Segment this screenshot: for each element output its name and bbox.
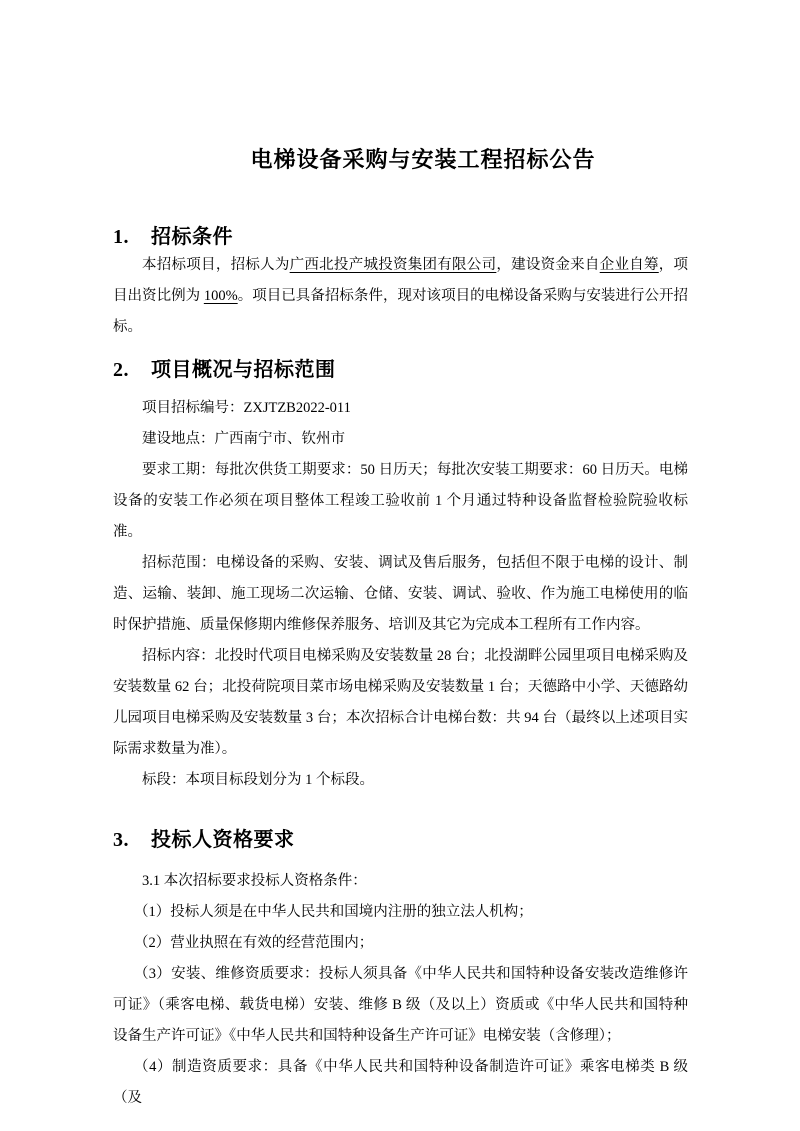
section-3-body: [113, 866, 688, 1114]
paragraph-bid-content: 招标内容：北投时代项目电梯采购及安装数量 28 台；北投湖畔公园里项目电梯采购及安装数量 62 台；北投荷院项目菜市场电梯采购及安装数量 1 台；天德路中小学、天德路幼儿园项目电梯采购及安装数量 3 台；本次招标合计电梯台数：共 94 台（最终以上述项目实际需求数量为准）。: [113, 648, 688, 757]
section-1-number: 1.: [113, 226, 129, 248]
section-1-heading-text: 招标条件: [151, 226, 233, 248]
paragraph-bid-scope: 招标范围：电梯设备的采购、安装、调试及售后服务，包括但不限于电梯的设计、制造、运输、装卸、施工现场二次运输、仓储、安装、调试、验收、作为施工电梯使用的临时保护措施、质量保修期内维修保养服务、培训及其它为完成本工程所有工作内容。: [113, 555, 688, 633]
underline-funding-source: 企业自筹: [599, 257, 659, 273]
bid-conditions-text-4: 。项目已具备招标条件，现对该项目的电梯设备采购与安装进行公开招标。: [113, 288, 689, 335]
paragraph-qualification-item-3: （3）安装、维修资质要求：投标人须具备《中华人民共和国特种设备安装改造维修许可证》（乘客电梯、载货电梯）安装、维修 B 级（及以上）资质或《中华人民共和国特种设备生产许可证》《中华人民共和国特种设备生产许可证》电梯安装（含修理）；: [113, 966, 688, 1044]
section-3-heading: [113, 827, 688, 853]
paragraph-project-number: 项目招标编号：ZXJTZB2022-011: [142, 400, 351, 416]
underline-bidder-name: 广西北投产城投资集团有限公司: [289, 257, 497, 273]
paragraph-qualification-item-1: （1）投标人须是在中华人民共和国境内注册的独立法人机构；: [134, 904, 533, 920]
paragraph-construction-site: 建设地点：广西南宁市、钦州市: [142, 431, 345, 447]
document-title: 电梯设备采购与安装工程招标公告: [250, 147, 596, 172]
section-1-heading: [113, 224, 688, 250]
section-2-heading-text: 项目概况与招标范围: [151, 359, 336, 381]
section-2-number: 2.: [113, 359, 129, 381]
bid-conditions-text-3: ，项目出资比例为: [113, 257, 689, 304]
underline-funding-ratio: 100%: [203, 288, 238, 304]
paragraph-qualification-item-4: （4）制造资质要求：具备《中华人民共和国特种设备制造许可证》乘客电梯类 B 级（及: [113, 1059, 688, 1106]
section-3-heading-text: 投标人资格要求: [151, 829, 295, 851]
paragraph-qualification-item-2: （2）营业执照在有效的经营范围内；: [134, 935, 374, 951]
bid-conditions-text-1: 本招标项目，招标人为: [142, 257, 290, 273]
paragraph-qualification-intro: 3.1 本次招标要求投标人资格条件：: [142, 873, 367, 889]
section-2-heading: [113, 357, 688, 383]
paragraph-required-schedule: 要求工期：每批次供货工期要求：50 日历天；每批次安装工期要求：60 日历天。电梯设备的安装工作必须在项目整体工程竣工验收前 1 个月通过特种设备监督检验院验收标准。: [113, 462, 688, 540]
bid-conditions-text-2: ，建设资金来自: [496, 257, 600, 273]
paragraph-bid-conditions: [113, 250, 688, 343]
paragraph-bid-lots: 标段：本项目标段划分为 1 个标段。: [142, 772, 374, 788]
section-2-body: [113, 393, 688, 796]
section-3-number: 3.: [113, 829, 129, 851]
